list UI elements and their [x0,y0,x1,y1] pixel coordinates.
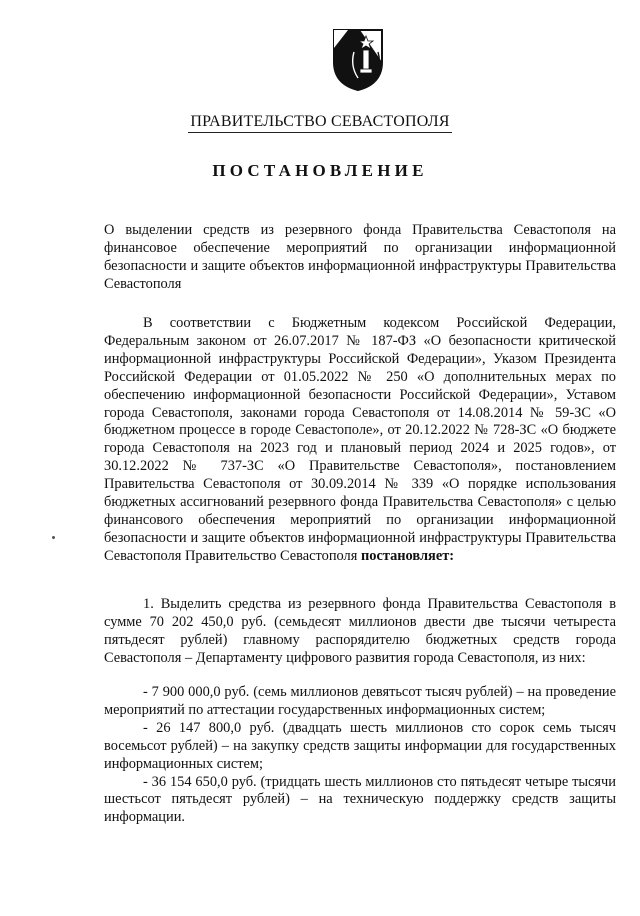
margin-mark [52,536,55,539]
issuing-authority [0,113,640,133]
preamble-paragraph [104,315,616,566]
list-item: - 7 900 000,0 руб. (семь миллионов девятьсот тысяч рублей) – на проведение мероприятий по аттестации государственных информационных систем; [104,684,616,718]
authority-title: ПРАВИТЕЛЬСТВО СЕВАСТОПОЛЯ [188,113,451,133]
coat-of-arms-emblem [330,26,386,92]
document-subject: О выделении средств из резервного фонда Правительства Севастополя на финансовое обеспечение мероприятий по организации информационной безопасности и защите объектов информационной инфраструктуры Правительства Севастополя [104,222,616,292]
allocation-list [104,684,616,827]
preamble-keyword: постановляет: [360,547,455,564]
preamble-text: В соответствии с Бюджетным кодексом Российской Федерации, Федеральным законом от 26.07.2017 № 187-ФЗ «О безопасности критической информационной инфраструктуры Российской Федерации», Указом Президента Российской Федерации от 01.05.2022 № 250 «О дополнительных мерах по обеспечению информационной безопасности Российской Федерации», Уставом города Севастополя, законами города Севастополя от 14.08.2014 № 59-ЗС «О бюджетном процессе в городе Севастополе», от 20.12.2022 № 728-ЗС «О бюджете города Севастополя на 2023 год и плановый период 2024 и 2025 годов», от 30.12.2022 № 737-ЗС «О Правительстве Севастополя», постановлением Правительства Севастополя от 30.09.2014 № 339 «О порядке использования бюджетных ассигнований резервного фонда Правительства Севастополя» с целью финансового обеспечения мероприятий по организации информационной безопасности и защите объектов информационной инфраструктуры Правительства Севастополя Правительство Севастополя [104,315,616,564]
list-item: - 26 147 800,0 руб. (двадцать шесть миллионов сто сорок семь тысяч восемьсот рублей) – на закупку средств защиты информации для государственных информационных систем; [104,719,616,772]
list-item: - 36 154 650,0 руб. (тридцать шесть миллионов сто пятьдесят четыре тысячи шестьсот пятьдесят рублей) – на техническую поддержку средств защиты информации. [104,773,616,826]
point-1-paragraph: 1. Выделить средства из резервного фонда Правительства Севастополя в сумме 70 202 450,0 руб. (семьдесят миллионов двести две тысячи четыреста пятьдесят рублей) главному распорядителю бюджетных средств города Севастополя – Департаменту цифрового развития города Севастополя, из них: [104,596,616,666]
document-type: ПОСТАНОВЛЕНИЕ [212,161,428,180]
